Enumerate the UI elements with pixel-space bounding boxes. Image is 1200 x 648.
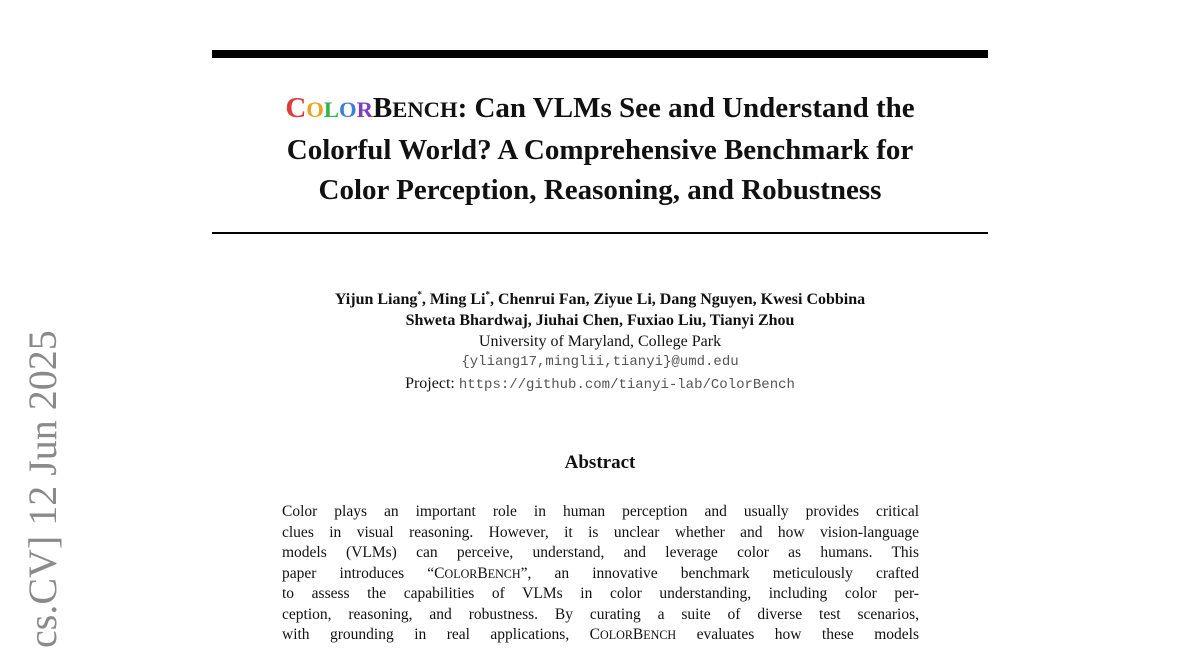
author-emails: {yliang17,minglii,tianyi}@umd.edu [461, 354, 739, 370]
title-bench-rest: ENCH [392, 97, 458, 122]
project-label: Project: [405, 375, 455, 392]
title-letter-o2: O [338, 97, 357, 122]
title-line-2: Colorful World? A Comprehensive Benchmark for [286, 134, 914, 166]
abstract-line: Color plays an important role in human perception and usually provides critical [282, 503, 919, 520]
abstract-line: ception, reasoning, and robustness. By curating a suite of diverse test scenarios, [282, 605, 919, 623]
affiliation: University of Maryland, College Park [478, 333, 722, 350]
title-line-1 [212, 88, 988, 130]
title-top-rule [212, 50, 988, 58]
benchmark-name-part: B [632, 626, 644, 643]
benchmark-name-part: B [477, 564, 488, 582]
benchmark-name-part: OLOR [600, 628, 633, 642]
benchmark-name-part: OLOR [444, 566, 478, 581]
title-bottom-rule [212, 232, 988, 234]
abstract-line [282, 564, 919, 585]
title-bench-cap: B [372, 92, 393, 124]
benchmark-name-part: C [434, 564, 445, 582]
paper-title [212, 88, 988, 210]
author-names-rest: Chenrui Fan, Ziyue Li, Dang Nguyen, Kwesi Cobbina [497, 291, 866, 308]
title-colorful-word [285, 92, 373, 124]
abstract-line: models (VLMs) can perceive, understand, and leverage color as humans. This [282, 544, 919, 561]
benchmark-name-part: ENCH [643, 628, 677, 642]
abstract-heading: Abstract [564, 452, 636, 473]
title-line-3: Color Perception, Reasoning, and Robustness [318, 174, 882, 206]
author-name: Yijun Liang [334, 291, 418, 308]
title-letter-l: L [323, 97, 339, 122]
benchmark-name [590, 626, 676, 643]
abstract-line [282, 625, 919, 646]
abstract-text: ”, an innovative benchmark meticulously crafted [520, 564, 919, 582]
author-block [212, 289, 988, 396]
abstract-line: to assess the capabilities of VLMs in color understanding, including color per- [282, 585, 919, 602]
abstract-text: with grounding in real applications, [282, 626, 590, 643]
title-letter-c: C [285, 92, 307, 124]
abstract-body [282, 502, 919, 646]
abstract-text: paper introduces “ [282, 564, 435, 582]
title-letter-o1: O [306, 97, 324, 122]
equal-contribution-mark: * [485, 289, 490, 300]
benchmark-name [434, 565, 520, 582]
equal-contribution-mark: * [417, 289, 422, 300]
author-name: Ming Li [429, 291, 486, 308]
title-letter-r: R [356, 97, 373, 122]
title-line-1-text: : Can VLMs See and Understand the [457, 92, 915, 124]
abstract-line: clues in visual reasoning. However, it is unclear whether and how vision-language [282, 523, 919, 541]
project-line [212, 373, 988, 396]
benchmark-name-part: ENCH [487, 566, 521, 581]
abstract-text: evaluates how these models [676, 626, 919, 643]
arxiv-sidebar-stamp: cs.CV] 12 Jun 2025 [20, 330, 65, 648]
benchmark-name-part: C [589, 626, 601, 643]
author-line-1: Yijun Liang*, Ming Li*, Chenrui Fan, Ziyue Li, Dang Nguyen, Kwesi Cobbina [334, 289, 866, 308]
project-link[interactable]: https://github.com/tianyi-lab/ColorBench [458, 377, 795, 393]
author-line-2: Shweta Bhardwaj, Jiuhai Chen, Fuxiao Liu, Tianyi Zhou [405, 312, 795, 329]
